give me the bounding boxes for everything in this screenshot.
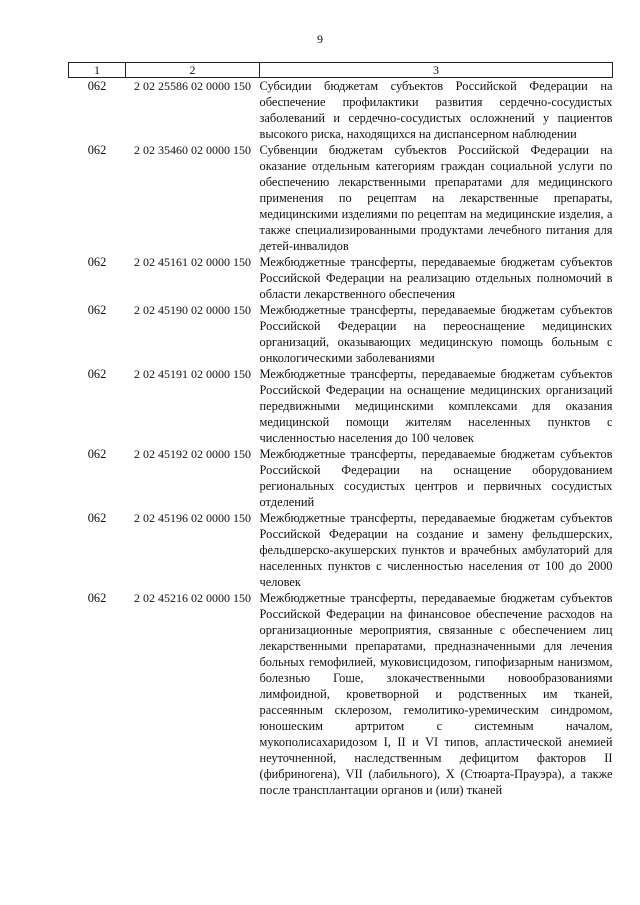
budget-code-cell: 2 02 45196 02 0000 150 <box>134 511 251 525</box>
budget-code-cell: 2 02 35460 02 0000 150 <box>134 143 251 157</box>
budget-code-cell: 2 02 45192 02 0000 150 <box>134 447 251 461</box>
table-row <box>69 78 613 143</box>
admin-code-cell: 062 <box>87 367 107 381</box>
column-header-3: 3 <box>260 63 613 78</box>
description-cell: Межбюджетные трансферты, передаваемые бюджетам субъектов Российской Федерации на реализацию отдельных полномочий в области лекарственного обеспечения <box>259 255 613 301</box>
admin-code-cell: 062 <box>87 591 107 605</box>
description-cell: Межбюджетные трансферты, передаваемые бюджетам субъектов Российской Федерации на переоснащение медицинских организаций, оказывающих медицинскую помощь больным с онкологическими заболеваниями <box>259 303 613 365</box>
page-number: 9 <box>317 32 323 46</box>
budget-code-cell: 2 02 25586 02 0000 150 <box>134 79 251 93</box>
table-row <box>69 510 613 590</box>
description-cell: Межбюджетные трансферты, передаваемые бюджетам субъектов Российской Федерации на создание и замену фельдшерских, фельдшерско-акушерских пунктов и врачебных амбулаторий для населенных пунктов с численностью населения от 100 до 2000 человек <box>259 511 613 589</box>
column-header-1: 1 <box>69 63 126 78</box>
budget-code-cell: 2 02 45161 02 0000 150 <box>134 255 251 269</box>
table-row <box>69 366 613 446</box>
table-header-row <box>69 63 613 78</box>
budget-code-table <box>68 62 613 798</box>
table-row <box>69 302 613 366</box>
description-cell: Межбюджетные трансферты, передаваемые бюджетам субъектов Российской Федерации на финансовое обеспечение расходов на организационные мероприятия, связанные с обеспечением лиц лекарственными препаратами, предназначенными для лечения больных гемофилией, муковисцидозом, гипофизарным нанизмом, болезнью Гоше, злокачественными новообразованиями лимфоидной, кроветворной и родственных им тканей, рассеянным склерозом, гемолитико-уремическим синдромом, юношеским артритом с системным началом, мукополисахаридозом I, II и VI типов, апластической анемией неуточненной, наследственным дефицитом факторов II (фибриногена), VII (лабильного), X (Стюарта-Прауэра), а также после трансплантации органов и (или) тканей <box>259 591 613 797</box>
admin-code-cell: 062 <box>87 511 107 525</box>
description-cell: Межбюджетные трансферты, передаваемые бюджетам субъектов Российской Федерации на оснащение оборудованием региональных сосудистых центров и первичных сосудистых отделений <box>259 447 613 509</box>
admin-code-cell: 062 <box>87 255 107 269</box>
budget-code-cell: 2 02 45191 02 0000 150 <box>134 367 251 381</box>
description-cell: Межбюджетные трансферты, передаваемые бюджетам субъектов Российской Федерации на оснащение медицинских организаций передвижными медицинскими комплексами для оказания медицинской помощи жителям населенных пунктов с численностью населения до 100 человек <box>259 367 613 445</box>
table-row <box>69 254 613 302</box>
admin-code-cell: 062 <box>87 303 107 317</box>
admin-code-cell: 062 <box>87 447 107 461</box>
admin-code-cell: 062 <box>87 79 107 93</box>
description-cell: Субсидии бюджетам субъектов Российской Федерации на обеспечение профилактики развития сердечно-сосудистых заболеваний и сердечно-сосудистых осложнений у пациентов высокого риска, находящихся на диспансерном наблюдении <box>259 79 613 141</box>
budget-code-cell: 2 02 45190 02 0000 150 <box>134 303 251 317</box>
table-row <box>69 446 613 510</box>
table-row <box>69 590 613 798</box>
table-row <box>69 142 613 254</box>
column-header-2: 2 <box>126 63 260 78</box>
description-cell: Субвенции бюджетам субъектов Российской Федерации на оказание отдельным категориям граждан социальной услуги по обеспечению лекарственными препаратами для медицинского применения по рецептам на лекарственные препараты, медицинскими изделиями по рецептам на медицинские изделия, а также специализированными продуктами лечебного питания для детей-инвалидов <box>259 143 613 253</box>
budget-code-cell: 2 02 45216 02 0000 150 <box>134 591 251 605</box>
admin-code-cell: 062 <box>87 143 107 157</box>
